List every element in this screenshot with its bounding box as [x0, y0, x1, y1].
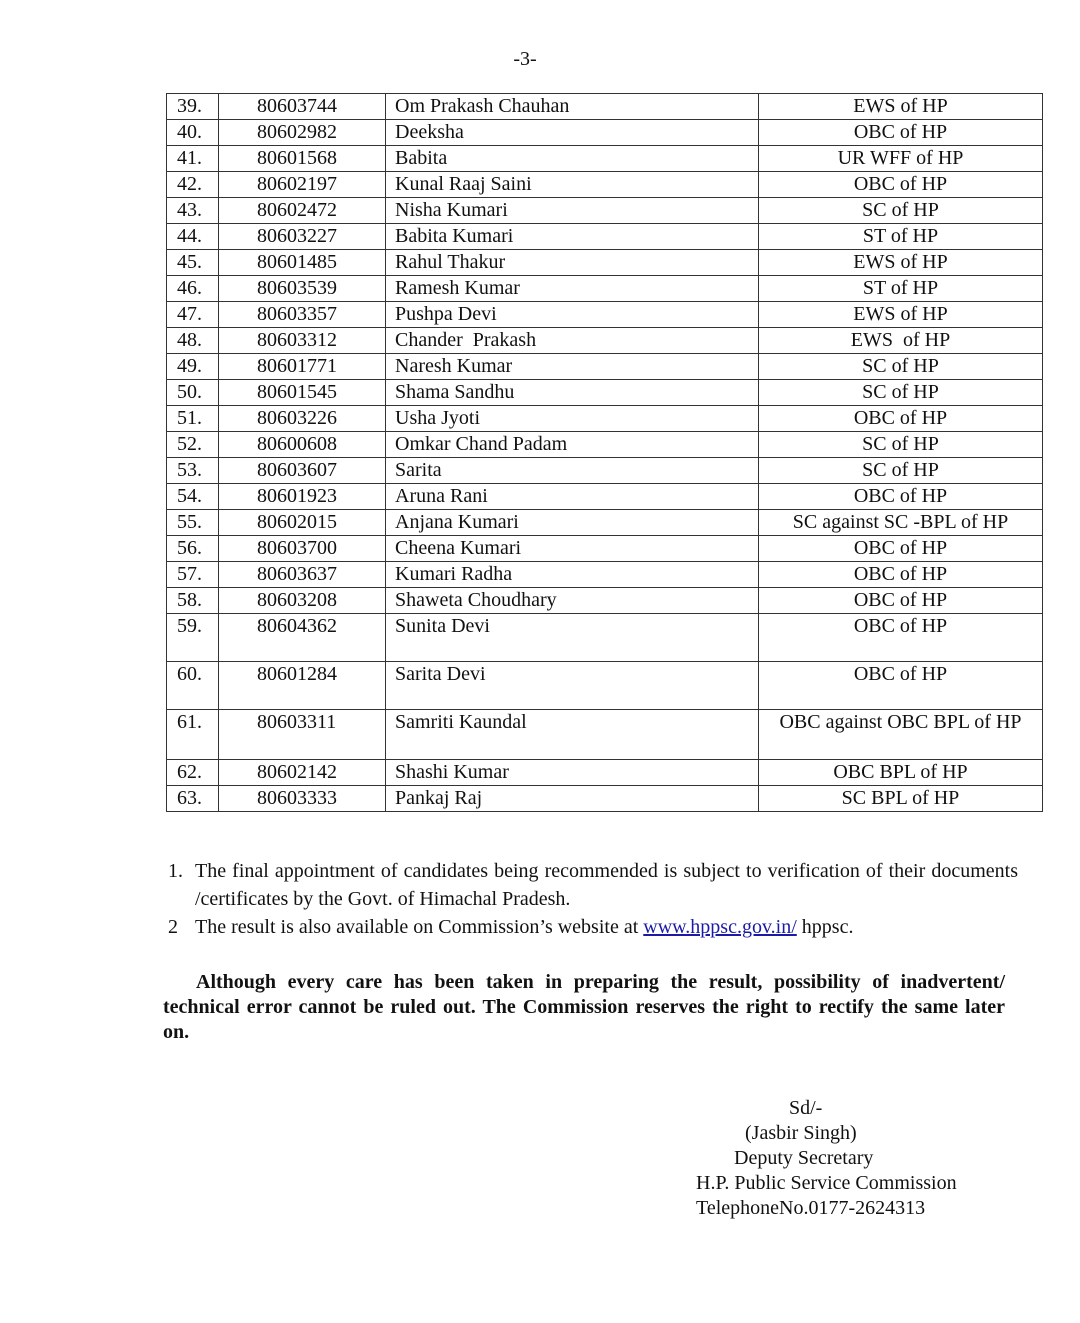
candidate-name-cell: Pushpa Devi: [386, 302, 759, 328]
candidate-name-cell: Pankaj Raj: [386, 786, 759, 812]
note-text: The final appointment of candidates being recommended is subject to verification of their documents /certificates by the Govt. of Himachal Pradesh.: [195, 860, 1018, 910]
candidate-name-cell: Babita Kumari: [386, 224, 759, 250]
category-cell: EWS of HP: [759, 328, 1043, 354]
note-text: [195, 913, 1018, 941]
roll-number-cell: 80601568: [219, 146, 386, 172]
serial-number-cell: 50.: [167, 380, 219, 406]
candidate-name-cell: Anjana Kumari: [386, 510, 759, 536]
table-row: [167, 328, 1043, 354]
serial-number-cell: 40.: [167, 120, 219, 146]
serial-number-cell: 59.: [167, 614, 219, 662]
category-cell: OBC of HP: [759, 562, 1043, 588]
note-number: 2: [168, 916, 178, 938]
serial-number-cell: 57.: [167, 562, 219, 588]
candidate-name-cell: Aruna Rani: [386, 484, 759, 510]
serial-number-cell: 48.: [167, 328, 219, 354]
roll-number-cell: 80601771: [219, 354, 386, 380]
category-cell: OBC of HP: [759, 662, 1043, 710]
note-item: [168, 857, 1018, 913]
roll-number-cell: 80601545: [219, 380, 386, 406]
table-row: [167, 172, 1043, 198]
signature-sd: Sd/-: [789, 1097, 823, 1119]
candidate-name-cell: Deeksha: [386, 120, 759, 146]
category-cell: SC of HP: [759, 198, 1043, 224]
roll-number-cell: 80603226: [219, 406, 386, 432]
roll-number-cell: 80603357: [219, 302, 386, 328]
serial-number-cell: 53.: [167, 458, 219, 484]
candidate-name-cell: Kumari Radha: [386, 562, 759, 588]
serial-number-cell: 61.: [167, 710, 219, 760]
serial-number-cell: 45.: [167, 250, 219, 276]
website-link[interactable]: www.hppsc.gov.in/: [643, 916, 797, 938]
category-cell: UR WFF of HP: [759, 146, 1043, 172]
table-row: [167, 760, 1043, 786]
table-row: [167, 250, 1043, 276]
category-cell: EWS of HP: [759, 302, 1043, 328]
serial-number-cell: 43.: [167, 198, 219, 224]
note-item: [168, 913, 1018, 941]
note-text-before-link: The result is also available on Commission’s website at: [195, 916, 644, 938]
candidate-name-cell: Shashi Kumar: [386, 760, 759, 786]
table-row: [167, 276, 1043, 302]
category-cell: OBC of HP: [759, 536, 1043, 562]
page-number: -3-: [513, 48, 537, 70]
candidate-name-cell: Shama Sandhu: [386, 380, 759, 406]
category-cell: OBC of HP: [759, 120, 1043, 146]
table-row: [167, 198, 1043, 224]
roll-number-cell: 80601485: [219, 250, 386, 276]
table-row: [167, 120, 1043, 146]
category-cell: SC of HP: [759, 458, 1043, 484]
roll-number-cell: 80602472: [219, 198, 386, 224]
serial-number-cell: 46.: [167, 276, 219, 302]
table-row: [167, 94, 1043, 120]
candidate-name-cell: Omkar Chand Padam: [386, 432, 759, 458]
category-cell: OBC of HP: [759, 172, 1043, 198]
serial-number-cell: 49.: [167, 354, 219, 380]
candidate-name-cell: Sarita Devi: [386, 662, 759, 710]
category-cell: OBC of HP: [759, 588, 1043, 614]
roll-number-cell: 80603607: [219, 458, 386, 484]
table-row: [167, 458, 1043, 484]
category-cell: OBC against OBC BPL of HP: [759, 710, 1043, 760]
table-row: [167, 302, 1043, 328]
serial-number-cell: 58.: [167, 588, 219, 614]
roll-number-cell: 80603744: [219, 94, 386, 120]
serial-number-cell: 56.: [167, 536, 219, 562]
candidate-name-cell: Samriti Kaundal: [386, 710, 759, 760]
serial-number-cell: 60.: [167, 662, 219, 710]
signatory-organization: H.P. Public Service Commission: [696, 1172, 957, 1194]
candidate-name-cell: Cheena Kumari: [386, 536, 759, 562]
table-row: [167, 710, 1043, 760]
category-cell: EWS of HP: [759, 250, 1043, 276]
table-row: [167, 588, 1043, 614]
category-cell: ST of HP: [759, 276, 1043, 302]
table-row: [167, 146, 1043, 172]
roll-number-cell: 80603227: [219, 224, 386, 250]
candidate-name-cell: Shaweta Choudhary: [386, 588, 759, 614]
category-cell: OBC of HP: [759, 614, 1043, 662]
serial-number-cell: 39.: [167, 94, 219, 120]
serial-number-cell: 63.: [167, 786, 219, 812]
disclaimer-text: Although every care has been taken in preparing the result, possibility of inadvertent/ technical error cannot be ruled out. The Commission reserves the right to rectify the same later on.: [163, 971, 1005, 1043]
category-cell: SC against SC -BPL of HP: [759, 510, 1043, 536]
category-cell: ST of HP: [759, 224, 1043, 250]
table-row: [167, 484, 1043, 510]
category-cell: OBC BPL of HP: [759, 760, 1043, 786]
category-cell: OBC of HP: [759, 484, 1043, 510]
table-row: [167, 562, 1043, 588]
roll-number-cell: 80603333: [219, 786, 386, 812]
serial-number-cell: 42.: [167, 172, 219, 198]
roll-number-cell: 80602142: [219, 760, 386, 786]
roll-number-cell: 80603637: [219, 562, 386, 588]
category-cell: SC of HP: [759, 432, 1043, 458]
category-cell: SC of HP: [759, 380, 1043, 406]
candidate-name-cell: Rahul Thakur: [386, 250, 759, 276]
roll-number-cell: 80602982: [219, 120, 386, 146]
results-table: [166, 93, 1043, 812]
serial-number-cell: 55.: [167, 510, 219, 536]
category-cell: OBC of HP: [759, 406, 1043, 432]
table-row: [167, 224, 1043, 250]
serial-number-cell: 47.: [167, 302, 219, 328]
table-row: [167, 380, 1043, 406]
serial-number-cell: 44.: [167, 224, 219, 250]
table-row: [167, 432, 1043, 458]
roll-number-cell: 80602015: [219, 510, 386, 536]
table-row: [167, 510, 1043, 536]
roll-number-cell: 80603311: [219, 710, 386, 760]
candidate-name-cell: Naresh Kumar: [386, 354, 759, 380]
serial-number-cell: 52.: [167, 432, 219, 458]
table-row: [167, 406, 1043, 432]
serial-number-cell: 54.: [167, 484, 219, 510]
category-cell: EWS of HP: [759, 94, 1043, 120]
signature-block: [696, 1096, 1026, 1221]
roll-number-cell: 80601923: [219, 484, 386, 510]
table-row: [167, 786, 1043, 812]
candidate-name-cell: Usha Jyoti: [386, 406, 759, 432]
serial-number-cell: 41.: [167, 146, 219, 172]
note-text-after-link: hppsc.: [796, 916, 854, 938]
table-row: [167, 662, 1043, 710]
serial-number-cell: 62.: [167, 760, 219, 786]
table-row: [167, 614, 1043, 662]
candidate-name-cell: Babita: [386, 146, 759, 172]
candidate-name-cell: Chander Prakash: [386, 328, 759, 354]
roll-number-cell: 80604362: [219, 614, 386, 662]
category-cell: SC BPL of HP: [759, 786, 1043, 812]
table-row: [167, 536, 1043, 562]
roll-number-cell: 80601284: [219, 662, 386, 710]
roll-number-cell: 80602197: [219, 172, 386, 198]
table-row: [167, 354, 1043, 380]
signatory-designation: Deputy Secretary: [734, 1147, 874, 1169]
roll-number-cell: 80603700: [219, 536, 386, 562]
roll-number-cell: 80603539: [219, 276, 386, 302]
candidate-name-cell: Sarita: [386, 458, 759, 484]
category-cell: SC of HP: [759, 354, 1043, 380]
roll-number-cell: 80603208: [219, 588, 386, 614]
candidate-name-cell: Sunita Devi: [386, 614, 759, 662]
roll-number-cell: 80603312: [219, 328, 386, 354]
signatory-telephone: TelephoneNo.0177-2624313: [696, 1197, 926, 1219]
roll-number-cell: 80600608: [219, 432, 386, 458]
notes-list: [168, 857, 1018, 941]
candidate-name-cell: Om Prakash Chauhan: [386, 94, 759, 120]
serial-number-cell: 51.: [167, 406, 219, 432]
candidate-name-cell: Nisha Kumari: [386, 198, 759, 224]
note-number: 1.: [168, 860, 183, 882]
signatory-name: (Jasbir Singh): [745, 1122, 857, 1144]
candidate-name-cell: Ramesh Kumar: [386, 276, 759, 302]
candidate-name-cell: Kunal Raaj Saini: [386, 172, 759, 198]
